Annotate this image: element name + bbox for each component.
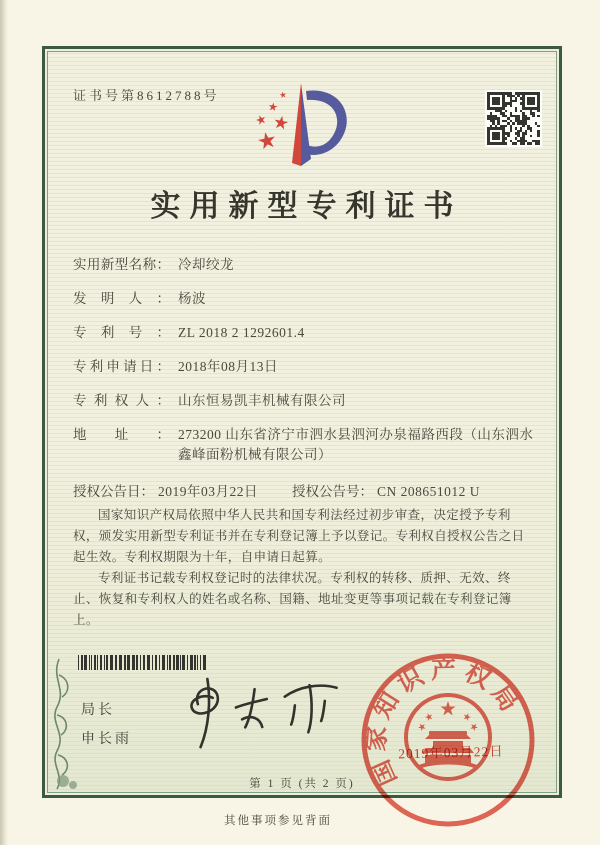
field-value: 杨波 (178, 291, 206, 306)
back-side-note: 其他事项参见背面 (224, 815, 332, 827)
field-row-utility-model-name (73, 255, 535, 275)
seal-emblem (406, 695, 490, 779)
field-row-patentee (73, 391, 535, 411)
floral-corner-ornament-icon (47, 657, 97, 791)
field-value: 山东恒易凯丰机械有限公司 (178, 393, 346, 408)
cnipa-logo-icon (246, 73, 358, 181)
grant-number-label: 授权公告号： (292, 484, 373, 499)
barcode (78, 655, 240, 670)
grant-number-value: CN 208651012 U (377, 484, 481, 499)
field-label: 地址： (73, 427, 170, 442)
field-value: 273200 山东省济宁市泗水县泗河办泉福路西段（山东泗水鑫峰面粉机械有限公司） (178, 427, 534, 462)
grant-date-pair (73, 482, 258, 502)
field-row-patent-number (73, 323, 535, 343)
page-number: 第 1 页 (共 2 页) (249, 778, 355, 790)
legal-text (73, 505, 535, 631)
qr-code (485, 90, 542, 147)
signer-title: 局长 (81, 703, 115, 718)
logo-spike-red (292, 83, 301, 166)
seal-date: 2019年03月22日 (398, 743, 504, 762)
field-row-address (73, 425, 535, 465)
field-label: 发明人： (73, 291, 170, 306)
grant-number-pair (292, 482, 480, 502)
logo-p-curve (304, 91, 347, 155)
grant-date-value: 2019年03月22日 (158, 484, 258, 499)
signer-name: 申长雨 (81, 732, 132, 747)
field-value: 2018年08月13日 (178, 359, 278, 374)
legal-paragraph-2: 专利证书记载专利权登记时的法律状况。专利权的转移、质押、无效、终止、恢复和专利权人的姓名或名称、国籍、地址变更等事项记载在专利登记簿上。 (73, 571, 512, 627)
logo-stars (255, 91, 289, 150)
field-label: 专利申请日： (73, 359, 170, 374)
seal-ring-text: 国家知识产权局 (363, 656, 526, 790)
grant-date-label: 授权公告日： (73, 484, 154, 499)
legal-paragraph-1: 国家知识产权局依照中华人民共和国专利法经过初步审查，决定授予专利权，颁发实用新型专利证书并在专利登记簿上予以登记。专利权自授权公告之日起生效。专利权期限为十年，自申请日起算。 (73, 508, 525, 564)
shen-changyu-signature-icon (166, 671, 362, 754)
certificate-title: 实用新型专利证书 (150, 190, 463, 223)
certificate-border-frame (42, 46, 562, 798)
certificate-fields (73, 255, 535, 502)
field-label: 专利号： (73, 325, 170, 340)
field-row-filing-date (73, 357, 535, 377)
field-value: 冷却绞龙 (178, 257, 234, 272)
field-label: 专利权人： (73, 393, 170, 408)
field-value: ZL 2018 2 1292601.4 (178, 325, 305, 340)
field-label: 实用新型名称： (73, 257, 170, 272)
field-row-inventor (73, 289, 535, 309)
certificate-number: 证书号第8612788号 (73, 88, 220, 103)
grant-row (73, 482, 535, 502)
